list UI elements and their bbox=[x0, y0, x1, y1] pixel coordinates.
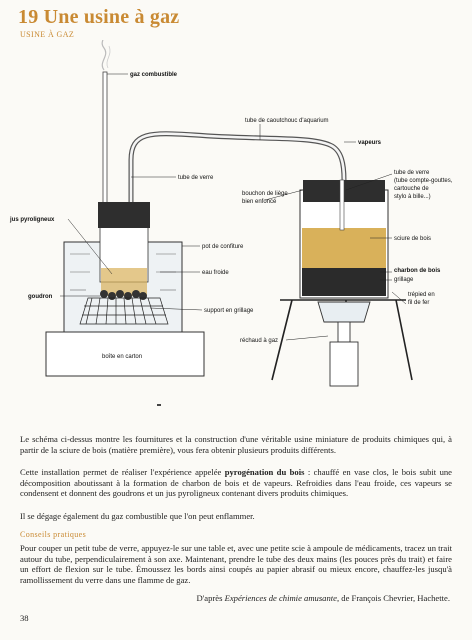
label-trepied-1: trépied en bbox=[408, 292, 435, 298]
condensate bbox=[101, 268, 147, 296]
label-bouchon-1: bouchon de liège bbox=[242, 191, 288, 197]
label-pot-de-confiture: pot de confiture bbox=[202, 244, 244, 250]
label-grillage: grillage bbox=[394, 277, 414, 283]
label-tube-de-verre-right-4: stylo à bille...) bbox=[394, 194, 431, 200]
label-boite-carton: boîte en carton bbox=[102, 354, 143, 360]
page-title: 19 Une usine à gaz bbox=[18, 6, 180, 28]
label-eau-froide: eau froide bbox=[202, 270, 229, 276]
figure-mark bbox=[157, 404, 161, 406]
book-title: Expériences de chimie amusante bbox=[224, 593, 337, 603]
label-sciure-de-bois: sciure de bois bbox=[394, 236, 432, 242]
label-tube-caoutchouc: tube de caoutchouc d'aquarium bbox=[245, 118, 329, 124]
paragraph-intro: Le schéma ci-dessus montre les fournitures et la construction d'une véritable usine miniature de produits chimiques qui, à partir de la sciure de bois (matière première), vous fera obtenir plusieurs produits différents. bbox=[20, 434, 452, 455]
term-pyrogenation: pyrogénation du bois bbox=[224, 467, 305, 477]
conseils-heading: Conseils pratiques bbox=[20, 530, 87, 539]
apparatus-diagram bbox=[0, 40, 472, 420]
paragraph-conseils: Pour couper un petit tube de verre, appuyez-le sur une table et, avec une petite scie à ampoule de médicaments, tracez un trait autour du tube, perpendiculairement à son axe. Maintenant, prendre le tube des deux mains (les pouces près du trait) et faire un effort de flexion sur le tube. Émoussez les bords ainsi coupés au papier abrasif ou mieux encore, chauffez-les jusqu'à ramollissement du verre dans une flamme de gaz. bbox=[20, 543, 452, 585]
label-tube-de-verre-right-2: (tube compte-gouttes, bbox=[394, 178, 453, 184]
label-gaz-combustible: gaz combustible bbox=[130, 72, 178, 78]
label-tube-de-verre-left: tube de verre bbox=[178, 175, 214, 181]
gas-burner bbox=[318, 302, 370, 386]
label-goudron: goudron bbox=[28, 294, 53, 300]
page-number: 38 bbox=[20, 613, 29, 623]
label-rechaud: réchaud à gaz bbox=[240, 338, 279, 344]
label-tube-de-verre-right-3: cartouche de bbox=[394, 186, 429, 192]
label-vapeurs: vapeurs bbox=[358, 140, 382, 146]
label-trepied-2: fil de fer bbox=[408, 300, 430, 306]
label-bouchon-2: bien enfoncé bbox=[242, 199, 277, 205]
source-credit: D'après Expériences de chimie amusante, de François Chevrier, Hachette. bbox=[196, 593, 450, 603]
paragraph-gaz: Il se dégage également du gaz combustible que l'on peut enflammer. bbox=[20, 511, 255, 521]
label-charbon-de-bois: charbon de bois bbox=[394, 268, 441, 274]
label-tube-de-verre-right-1: tube de verre bbox=[394, 170, 430, 176]
sawdust bbox=[302, 228, 386, 268]
section-label: USINE À GAZ bbox=[20, 30, 75, 39]
label-support-grillage: support en grillage bbox=[204, 308, 254, 314]
cork-left bbox=[98, 202, 150, 228]
gas-smoke bbox=[102, 40, 106, 70]
charcoal bbox=[302, 268, 386, 296]
label-jus-pyroligneux: jus pyroligneux bbox=[10, 217, 55, 223]
paragraph-pyrogenation: Cette installation permet de réaliser l'expérience appelée pyrogénation du bois : chauffé en vase clos, le bois subit une décomposition aboutissant à la formation de charbon de bois et de vapeurs. Refroidies dans l'eau froide, ces vapeurs se condensent et donnent des goudrons et un jus pyroligneux contenant divers produits chimiques. bbox=[20, 467, 452, 499]
